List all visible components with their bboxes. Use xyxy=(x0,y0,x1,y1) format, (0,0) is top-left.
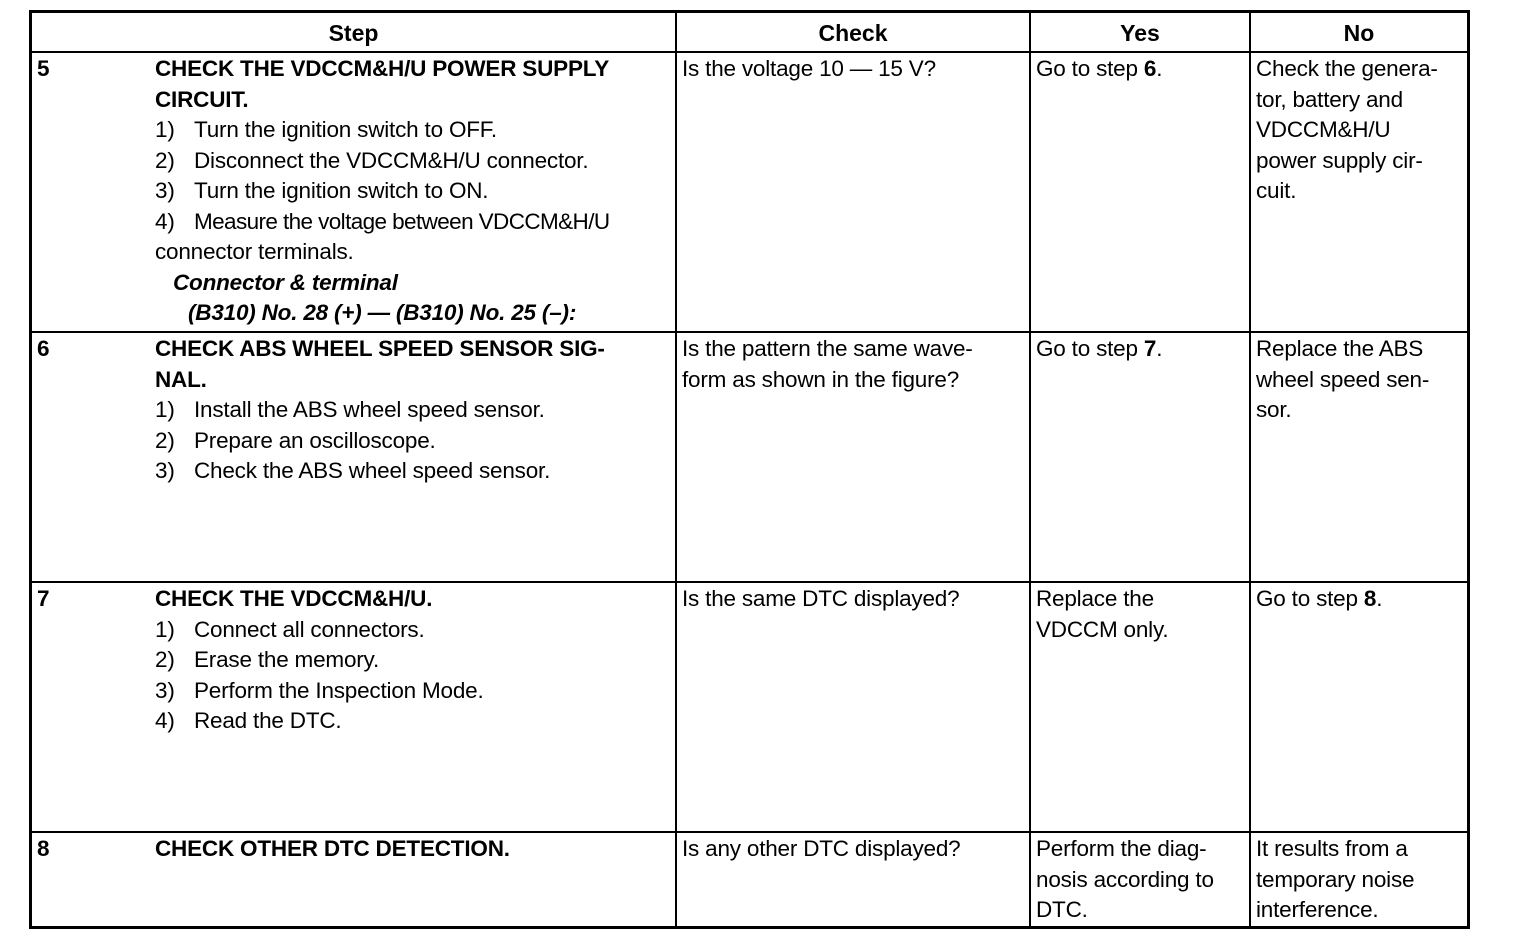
connector-label: Connector & terminal xyxy=(173,269,398,295)
yes-cell: Perform the diag- nosis according to DTC. xyxy=(1036,836,1214,922)
step-number: 8 xyxy=(37,836,50,861)
yes-cell: Go to step 7. xyxy=(1036,336,1163,361)
check-cell: Is the pattern the same wave- form as shown in the figure? xyxy=(682,336,973,392)
header-yes: Yes xyxy=(1120,20,1160,46)
procedure-item: 1) Turn the ignition switch to OFF. xyxy=(155,117,497,142)
step-content xyxy=(155,54,610,329)
check-cell: Is the same DTC displayed? xyxy=(682,586,960,611)
column-divider xyxy=(675,13,677,926)
procedure-item: 2) Disconnect the VDCCM&H/U connector. xyxy=(155,147,589,173)
check-cell: Is any other DTC displayed? xyxy=(682,836,961,861)
no-cell: Check the genera- tor, battery and VDCCM&H/U power supply cir- cuit. xyxy=(1256,56,1438,203)
step-title: CHECK THE VDCCM&H/U. xyxy=(155,586,433,611)
no-cell: Go to step 8. xyxy=(1256,586,1383,611)
step-content xyxy=(155,584,484,737)
step-content xyxy=(155,834,510,865)
row-divider xyxy=(32,831,1467,833)
step-number: 6 xyxy=(37,336,50,361)
row-divider xyxy=(32,581,1467,583)
header-check: Check xyxy=(818,20,888,46)
procedure-item: 4) Measure the voltage between VDCCM&H/U xyxy=(155,208,610,234)
procedure-continuation: connector terminals. xyxy=(155,239,354,264)
procedure-item: 3) Turn the ignition switch to ON. xyxy=(155,178,489,203)
no-cell: Replace the ABS wheel speed sen- sor. xyxy=(1256,336,1430,422)
step-number: 7 xyxy=(37,586,50,611)
header-no: No xyxy=(1343,20,1375,46)
procedure-item: 2) Erase the memory. xyxy=(155,647,379,672)
procedure-item: 1) Connect all connectors. xyxy=(155,616,425,642)
header-step: Step xyxy=(328,20,379,46)
step-title: CHECK THE VDCCM&H/U POWER SUPPLY xyxy=(155,56,610,81)
column-divider xyxy=(1029,13,1031,926)
yes-cell: Go to step 6. xyxy=(1036,56,1163,81)
procedure-item: 3) Perform the Inspection Mode. xyxy=(155,677,484,703)
check-cell: Is the voltage 10 — 15 V? xyxy=(682,56,936,81)
procedure-item: 4) Read the DTC. xyxy=(155,708,342,733)
step-number: 5 xyxy=(37,56,50,81)
procedure-item: 1) Install the ABS wheel speed sensor. xyxy=(155,397,545,422)
connector-value: (B310) No. 28 (+) — (B310) No. 25 (–): xyxy=(188,300,577,325)
step-title: CIRCUIT. xyxy=(155,86,249,112)
procedure-item: 2) Prepare an oscilloscope. xyxy=(155,427,436,453)
no-cell: It results from a temporary noise interference. xyxy=(1256,836,1415,922)
step-title: NAL. xyxy=(155,366,207,392)
step-title: CHECK ABS WHEEL SPEED SENSOR SIG- xyxy=(155,336,605,361)
column-divider xyxy=(1249,13,1251,926)
yes-cell: Replace the VDCCM only. xyxy=(1036,586,1169,642)
diagnostic-table xyxy=(29,10,1470,929)
procedure-item: 3) Check the ABS wheel speed sensor. xyxy=(155,458,551,483)
step-content xyxy=(155,334,605,487)
step-title: CHECK OTHER DTC DETECTION. xyxy=(155,836,510,861)
row-divider xyxy=(32,331,1467,333)
